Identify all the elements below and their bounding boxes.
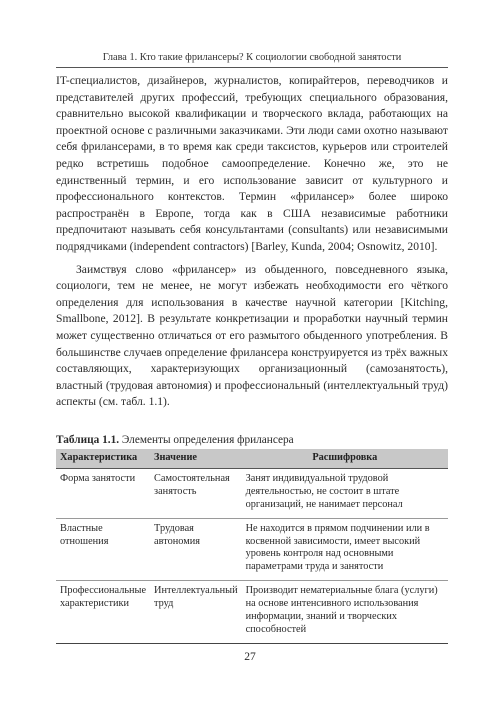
cell-explanation: Занят индивидуальной трудовой деятельностью, не состоит в штате организаций, не нанимает персонал xyxy=(242,468,448,518)
cell-explanation: Не находится в прямом подчинении или в косвенной зависимости, имеет высокий уровень контроля над основными параметрами труда и занятости xyxy=(242,518,448,581)
table-caption xyxy=(56,433,448,447)
header-meaning: Значение xyxy=(150,449,242,468)
table-row xyxy=(56,581,448,644)
table-row xyxy=(56,468,448,518)
cell-meaning: Трудовая автономия xyxy=(150,518,242,581)
table-caption-label: Таблица 1.1. xyxy=(56,434,120,446)
main-text xyxy=(56,73,448,411)
definition-table xyxy=(56,449,448,644)
paragraph-2: Заимствуя слово «фрилансер» из обыденного, повседневного языка, социологи, тем не менее, не могут избежать необходимости его чёткого определения для использования в качестве научной категории [Kitching, Smallbone, 2012]. В результате конкретизации и проработки научный термин может существенно отличаться от его размытого обыденного употребления. В большинстве случаев определение фрилансера конструируется из трёх важных составляющих, характеризующих организационный (самозанятость), властный (трудовая автономия) и профессиональный (интеллектуальный труд) аспекты (см. табл. 1.1). xyxy=(56,262,448,409)
table-caption-text: Элементы определения фрилансера xyxy=(121,434,294,446)
cell-characteristic: Форма занятости xyxy=(56,468,150,518)
page-number: 27 xyxy=(244,650,256,663)
running-header: Глава 1. Кто такие фрилансеры? К социологии свободной занятости xyxy=(102,52,402,63)
cell-explanation: Производит нематериальные блага (услуги) на основе интенсивного использования информации, знаний и творческих способностей xyxy=(242,581,448,644)
cell-meaning: Интеллектуальный труд xyxy=(150,581,242,644)
table-header-row xyxy=(56,449,448,468)
header-explanation: Расшифровка xyxy=(242,449,448,468)
paragraph-1: IT-специалистов, дизайнеров, журналистов, копирайтеров, переводчиков и представителей других профессий, требующих специального образования, сравнительно высокой квалификации и творческого вклада, работающих на проектной основе с различными заказчиками. Эти люди сами охотно называют себя фрилансерами, в то время как среди таксистов, курьеров или строителей редко встретишь подобное самоопределение. Конечно же, это не единственный термин, и его использование зависит от культурного и профессионального контекстов. Термин «фрилансер» более широко распространён в Европе, тогда как в США независимые работники предпочитают называть себя консультантами (consultants) или независимыми подрядчиками (independent contractors) [Barley, Kunda, 2004; Osnowitz, 2010]. xyxy=(56,74,448,253)
cell-characteristic: Властные отношения xyxy=(56,518,150,581)
header-characteristic: Характеристика xyxy=(56,449,150,468)
cell-characteristic: Профессиональные характеристики xyxy=(56,581,150,644)
table-row xyxy=(56,518,448,581)
header-rule xyxy=(56,67,448,68)
cell-meaning: Самостоятельная занятость xyxy=(150,468,242,518)
